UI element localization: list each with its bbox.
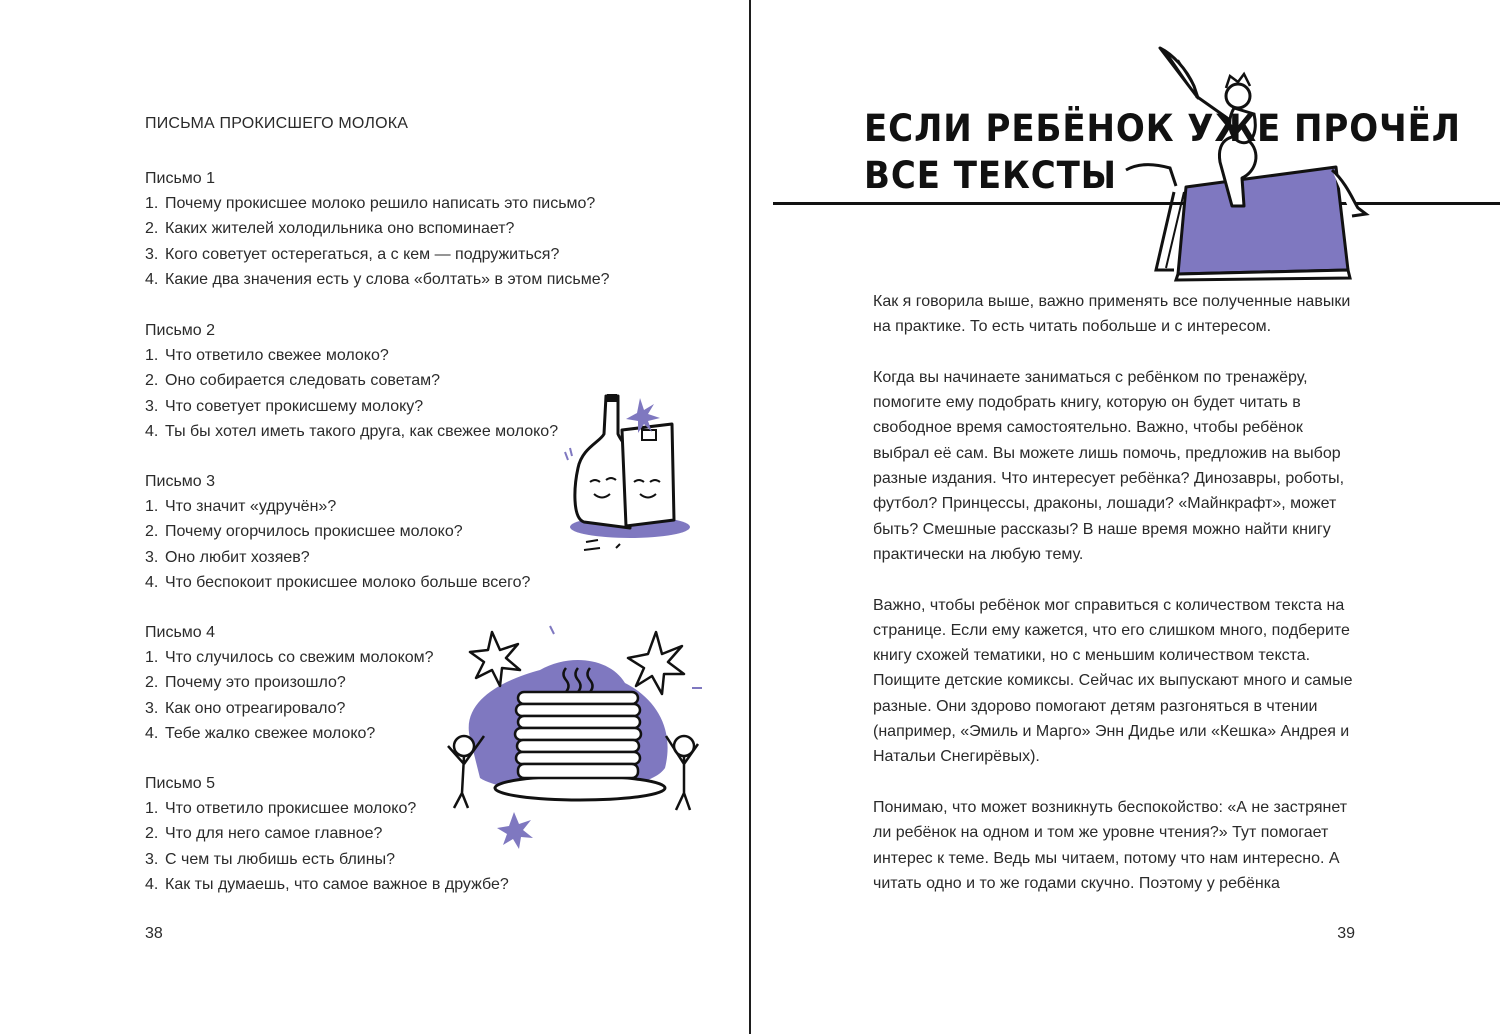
question-number: 3. xyxy=(145,699,159,717)
section-title xyxy=(864,105,1461,199)
pancakes-illustration xyxy=(440,628,710,853)
question-number: 1. xyxy=(145,800,159,817)
question-text: Почему огорчилось прокисшее молоко? xyxy=(165,523,463,541)
letter-title: Письмо 4 xyxy=(145,624,216,641)
section-title-line2: ВСЕ ТЕКСТЫ xyxy=(864,154,1117,197)
question-number: 3. xyxy=(145,548,159,566)
question-text: Что для него самое главное? xyxy=(165,825,383,843)
question-line xyxy=(145,519,615,544)
question-text: Как оно отреагировало? xyxy=(165,699,346,717)
question-line xyxy=(145,872,615,897)
question-number: 3. xyxy=(145,850,159,868)
question-text: Что ответило свежее молоко? xyxy=(165,347,389,364)
letter-block xyxy=(145,318,615,444)
question-text: Кого советует остерегаться, а с кем — подружиться? xyxy=(165,245,560,263)
question-line xyxy=(145,216,615,241)
question-number: 3. xyxy=(145,245,159,263)
running-head: ПИСЬМА ПРОКИСШЕГО МОЛОКА xyxy=(145,115,409,132)
milk-bottle-illustration xyxy=(560,390,700,560)
paragraph: Когда вы начинаете заниматься с ребёнком по тренажёру, помогите ему подобрать книгу, которую он будет читать в свободное время самостоятельно. Важно, чтобы ребёнок выбрал её сам. Вы можете лишь помочь, предложив на выбор разные издания. Что интересует ребёнка? Динозавры, роботы, футбол? Принцессы, драконы, лошади? «Майнкрафт», может быть? Смешные рассказы? В наше время можно найти книгу практически на любую тему. xyxy=(873,368,1345,563)
paragraph: Понимаю, что может возникнуть беспокойство: «А не застрянет ли ребёнок на одном и том же уровне чтения?» Тут помогает интерес к теме. Ведь мы читаем, потому что нам интересно. А читать одно и то же годами скучно. Поэтому у ребёнка xyxy=(873,798,1348,892)
question-number: 4. xyxy=(145,724,159,742)
question-text: Какие два значения есть у слова «болтать» в этом письме? xyxy=(165,270,610,288)
question-number: 4. xyxy=(145,422,159,440)
letter-title: Письмо 3 xyxy=(145,473,216,490)
letter-title: Письмо 5 xyxy=(145,775,216,792)
question-number: 2. xyxy=(145,220,159,238)
question-line xyxy=(145,494,615,519)
question-text: Что советует прокисшему молоку? xyxy=(165,397,424,415)
paragraph: Как я говорила выше, важно применять все полученные навыки на практике. То есть читать побольше и с интересом. xyxy=(873,293,1351,336)
letter-block xyxy=(145,469,615,595)
question-line xyxy=(145,267,615,292)
letter-block xyxy=(145,166,615,292)
question-text: Почему это произошло? xyxy=(165,674,346,692)
body-text xyxy=(873,289,1359,921)
question-text: Оно собирается следовать советам? xyxy=(165,372,441,390)
question-line xyxy=(145,570,615,595)
question-number: 2. xyxy=(145,674,159,692)
page-number-left: 38 xyxy=(145,925,163,942)
question-text: Что ответило прокисшее молоко? xyxy=(165,800,417,817)
paragraph: Важно, чтобы ребёнок мог справиться с количеством текста на странице. Если ему кажется, что его слишком много, подберите книгу схожей тематики, но с меньшим количеством текста. Поищите детские комиксы. Сейчас их выпускают много и самые разные. Они здорово помогают детям разгоняться в чтении (например, «Эмиль и Марго» Энн Дидье или «Кешка» Андрея и Натальи Снегирёвых). xyxy=(873,596,1353,766)
letter-title: Письмо 1 xyxy=(145,170,216,187)
question-text: Что беспокоит прокисшее молоко больше всего? xyxy=(165,573,531,591)
question-line xyxy=(145,368,615,393)
section-title-line1: ЕСЛИ РЕБЁНОК УЖЕ ПРОЧЁЛ xyxy=(864,107,1461,150)
right-page xyxy=(751,0,1500,1034)
letter-title: Письмо 2 xyxy=(145,322,216,339)
page-number-right: 39 xyxy=(1337,925,1355,942)
question-line xyxy=(145,545,615,570)
question-line xyxy=(145,343,615,368)
question-text: С чем ты любишь есть блины? xyxy=(165,850,395,868)
question-text: Что значит «удручён»? xyxy=(165,498,337,515)
question-text: Тебе жалко свежее молоко? xyxy=(165,724,376,742)
question-text: Почему прокисшее молоко решило написать это письмо? xyxy=(165,195,596,212)
question-number: 4. xyxy=(145,573,159,591)
question-number: 1. xyxy=(145,498,159,515)
question-text: Как ты думаешь, что самое важное в дружбе? xyxy=(165,875,509,893)
question-number: 2. xyxy=(145,825,159,843)
question-number: 1. xyxy=(145,649,159,666)
question-number: 4. xyxy=(145,875,159,893)
question-text: Оно любит хозяев? xyxy=(165,548,310,566)
question-number: 1. xyxy=(145,347,159,364)
question-number: 2. xyxy=(145,523,159,541)
question-line xyxy=(145,419,615,444)
question-line xyxy=(145,394,615,419)
question-number: 3. xyxy=(145,397,159,415)
question-line xyxy=(145,191,615,216)
question-line xyxy=(145,242,615,267)
question-text: Что случилось со свежим молоком? xyxy=(165,649,434,666)
question-text: Ты бы хотел иметь такого друга, как свежее молоко? xyxy=(165,422,559,440)
question-text: Каких жителей холодильника оно вспоминает? xyxy=(165,220,515,238)
question-number: 4. xyxy=(145,270,159,288)
question-number: 2. xyxy=(145,372,159,390)
question-number: 1. xyxy=(145,195,159,212)
